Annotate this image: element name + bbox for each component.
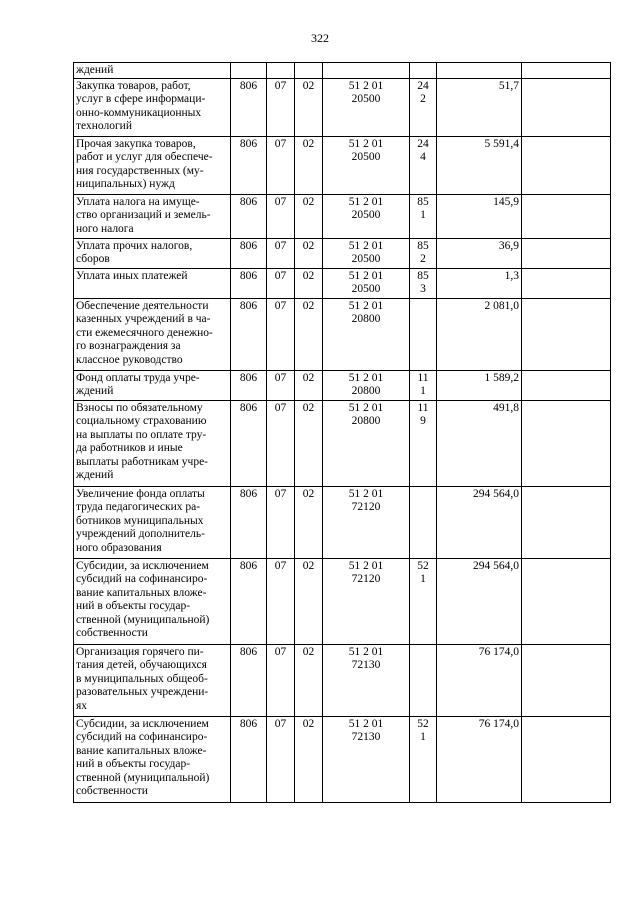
row-name-text: Закупка товаров, работ, услуг в сфере информаци- онно-коммуникационных технологий bbox=[76, 79, 206, 132]
cell-pr: 02 bbox=[295, 78, 323, 136]
cell-ved: 806 bbox=[231, 400, 267, 486]
cell-ved: 806 bbox=[231, 78, 267, 136]
table-row bbox=[74, 400, 611, 486]
cell-vr: 24 2 bbox=[410, 78, 437, 136]
cell-pr: 02 bbox=[295, 238, 323, 268]
cell-csr: 51 2 01 20800 bbox=[323, 370, 410, 400]
cell-csr: 51 2 01 72130 bbox=[323, 716, 410, 802]
cell-vr: 85 3 bbox=[410, 268, 437, 298]
cell-ved: 806 bbox=[231, 644, 267, 716]
row-name-text: Увеличение фонда оплаты труда педагогических ра- ботников муниципальных учреждений дополнитель- ного образования bbox=[76, 487, 205, 554]
cell-rz: 07 bbox=[267, 268, 295, 298]
cell-rz bbox=[267, 63, 295, 79]
cell-rz: 07 bbox=[267, 78, 295, 136]
cell-name bbox=[74, 238, 231, 268]
cell-vr bbox=[410, 644, 437, 716]
cell-name bbox=[74, 644, 231, 716]
table-row bbox=[74, 136, 611, 194]
cell-rz: 07 bbox=[267, 486, 295, 558]
cell-rz: 07 bbox=[267, 716, 295, 802]
cell-csr: 51 2 01 20500 bbox=[323, 194, 410, 238]
cell-ved: 806 bbox=[231, 298, 267, 370]
cell-extra bbox=[522, 644, 611, 716]
cell-ved bbox=[231, 63, 267, 79]
cell-rz: 07 bbox=[267, 238, 295, 268]
cell-sum bbox=[437, 63, 522, 79]
cell-vr: 24 4 bbox=[410, 136, 437, 194]
cell-pr: 02 bbox=[295, 558, 323, 644]
cell-name bbox=[74, 298, 231, 370]
cell-vr bbox=[410, 486, 437, 558]
cell-csr: 51 2 01 20800 bbox=[323, 400, 410, 486]
cell-rz: 07 bbox=[267, 400, 295, 486]
cell-extra bbox=[522, 78, 611, 136]
cell-extra bbox=[522, 268, 611, 298]
row-name-text: Фонд оплаты труда учре- ждений bbox=[76, 371, 200, 397]
cell-rz: 07 bbox=[267, 194, 295, 238]
table-row bbox=[74, 63, 611, 79]
cell-vr bbox=[410, 63, 437, 79]
cell-pr bbox=[295, 63, 323, 79]
cell-pr: 02 bbox=[295, 194, 323, 238]
cell-csr: 51 2 01 20500 bbox=[323, 78, 410, 136]
cell-rz: 07 bbox=[267, 136, 295, 194]
cell-pr: 02 bbox=[295, 486, 323, 558]
cell-ved: 806 bbox=[231, 268, 267, 298]
cell-vr: 11 1 bbox=[410, 370, 437, 400]
cell-ved: 806 bbox=[231, 194, 267, 238]
cell-csr: 51 2 01 20500 bbox=[323, 268, 410, 298]
cell-vr: 11 9 bbox=[410, 400, 437, 486]
budget-table bbox=[73, 62, 611, 803]
cell-name bbox=[74, 136, 231, 194]
cell-name bbox=[74, 268, 231, 298]
cell-sum: 36,9 bbox=[437, 238, 522, 268]
cell-name bbox=[74, 370, 231, 400]
cell-sum: 76 174,0 bbox=[437, 644, 522, 716]
cell-extra bbox=[522, 370, 611, 400]
cell-vr: 52 1 bbox=[410, 558, 437, 644]
cell-ved: 806 bbox=[231, 716, 267, 802]
cell-vr: 52 1 bbox=[410, 716, 437, 802]
cell-pr: 02 bbox=[295, 400, 323, 486]
row-name-text: Уплата прочих налогов, сборов bbox=[76, 239, 193, 265]
cell-pr: 02 bbox=[295, 370, 323, 400]
cell-rz: 07 bbox=[267, 644, 295, 716]
cell-ved: 806 bbox=[231, 486, 267, 558]
row-name-text: ждений bbox=[76, 64, 114, 76]
table-row bbox=[74, 238, 611, 268]
cell-ved: 806 bbox=[231, 558, 267, 644]
cell-sum: 2 081,0 bbox=[437, 298, 522, 370]
cell-rz: 07 bbox=[267, 558, 295, 644]
cell-name bbox=[74, 63, 231, 79]
row-name-text: Уплата иных платежей bbox=[76, 269, 188, 282]
cell-name bbox=[74, 78, 231, 136]
cell-csr: 51 2 01 20500 bbox=[323, 136, 410, 194]
table-body bbox=[74, 63, 611, 803]
cell-rz: 07 bbox=[267, 370, 295, 400]
cell-extra bbox=[522, 136, 611, 194]
cell-csr: 51 2 01 20500 bbox=[323, 238, 410, 268]
cell-sum: 294 564,0 bbox=[437, 558, 522, 644]
table-row bbox=[74, 558, 611, 644]
cell-pr: 02 bbox=[295, 268, 323, 298]
cell-csr: 51 2 01 72130 bbox=[323, 644, 410, 716]
cell-sum: 1 589,2 bbox=[437, 370, 522, 400]
cell-sum: 294 564,0 bbox=[437, 486, 522, 558]
cell-pr: 02 bbox=[295, 298, 323, 370]
table-row bbox=[74, 298, 611, 370]
cell-extra bbox=[522, 63, 611, 79]
cell-ved: 806 bbox=[231, 136, 267, 194]
table-row bbox=[74, 716, 611, 802]
row-name-text: Субсидии, за исключением субсидий на софинансиро- вание капитальных вложе- ний в объекты государ- ственной (муниципальной) собственности bbox=[76, 717, 210, 797]
cell-extra bbox=[522, 716, 611, 802]
row-name-text: Уплата налога на имуще- ство организаций и земель- ного налога bbox=[76, 195, 211, 235]
cell-sum: 145,9 bbox=[437, 194, 522, 238]
cell-sum: 51,7 bbox=[437, 78, 522, 136]
cell-extra bbox=[522, 486, 611, 558]
cell-csr: 51 2 01 72120 bbox=[323, 558, 410, 644]
cell-csr: 51 2 01 20800 bbox=[323, 298, 410, 370]
cell-vr bbox=[410, 298, 437, 370]
cell-vr: 85 1 bbox=[410, 194, 437, 238]
cell-name bbox=[74, 486, 231, 558]
row-name-text: Организация горячего пи- тания детей, обучающихся в муниципальных общеоб- разовательных учреждени- ях bbox=[76, 645, 209, 712]
cell-rz: 07 bbox=[267, 298, 295, 370]
cell-pr: 02 bbox=[295, 716, 323, 802]
cell-name bbox=[74, 194, 231, 238]
page-number: 322 bbox=[311, 31, 329, 45]
cell-extra bbox=[522, 298, 611, 370]
cell-extra bbox=[522, 558, 611, 644]
cell-name bbox=[74, 558, 231, 644]
cell-sum: 5 591,4 bbox=[437, 136, 522, 194]
table-row bbox=[74, 370, 611, 400]
row-name-text: Прочая закупка товаров, работ и услуг для обеспече- ния государственных (му- ниципальных) нужд bbox=[76, 137, 213, 190]
table-row bbox=[74, 644, 611, 716]
cell-name bbox=[74, 400, 231, 486]
cell-extra bbox=[522, 238, 611, 268]
cell-csr: 51 2 01 72120 bbox=[323, 486, 410, 558]
row-name-text: Взносы по обязательному социальному страхованию на выплаты по оплате тру- да работников и иные выплаты работникам учре- ждений bbox=[76, 401, 209, 481]
cell-name bbox=[74, 716, 231, 802]
cell-sum: 1,3 bbox=[437, 268, 522, 298]
cell-pr: 02 bbox=[295, 136, 323, 194]
cell-vr: 85 2 bbox=[410, 238, 437, 268]
table-row bbox=[74, 486, 611, 558]
cell-ved: 806 bbox=[231, 238, 267, 268]
cell-extra bbox=[522, 194, 611, 238]
cell-sum: 76 174,0 bbox=[437, 716, 522, 802]
cell-pr: 02 bbox=[295, 644, 323, 716]
table-row bbox=[74, 268, 611, 298]
table-row bbox=[74, 194, 611, 238]
row-name-text: Субсидии, за исключением субсидий на софинансиро- вание капитальных вложе- ний в объекты государ- ственной (муниципальной) собственности bbox=[76, 559, 210, 639]
row-name-text: Обеспечение деятельности казенных учреждений в ча- сти ежемесячного денежно- го вознаграждения за классное руководство bbox=[76, 299, 213, 366]
table-row bbox=[74, 78, 611, 136]
cell-csr bbox=[323, 63, 410, 79]
cell-ved: 806 bbox=[231, 370, 267, 400]
cell-sum: 491,8 bbox=[437, 400, 522, 486]
cell-extra bbox=[522, 400, 611, 486]
